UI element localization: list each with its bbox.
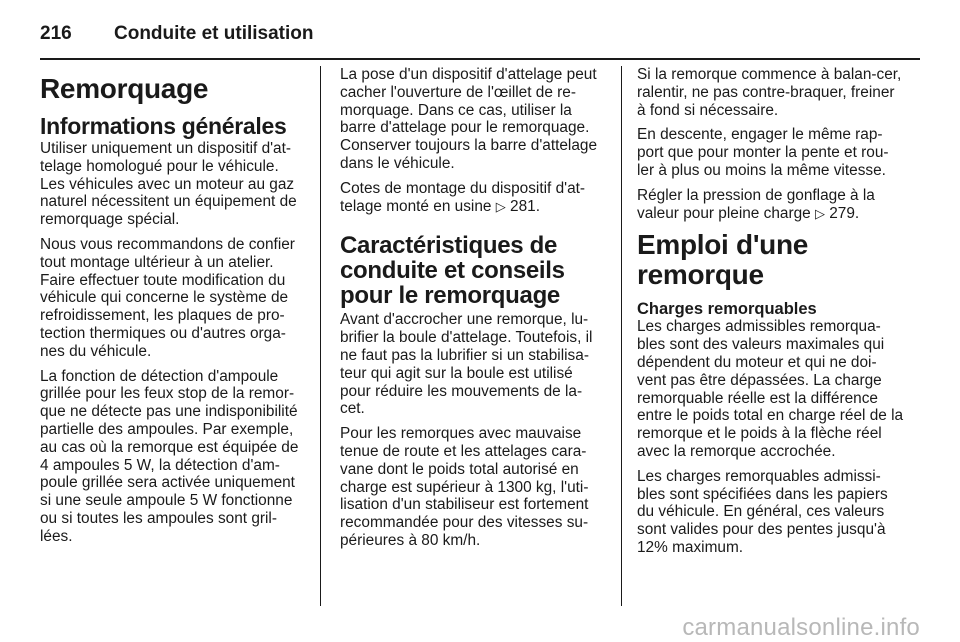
page-ref-arrow-icon: ▷ — [495, 198, 506, 214]
paragraph-with-ref — [340, 180, 606, 216]
paragraph: Si la remorque commence à balan-cer, ralentir, ne pas contre-braquer, freiner à fond si nécessaire. — [637, 66, 902, 119]
paragraph: Pour les remorques avec mauvaise tenue de route et les attelages cara-vane dont le poids total autorisé en charge est supérieur à 1300 kg, l'uti-lisation d'un stabiliseur est fortement recommandée pour des vitesses su-périeures à 80 km/h. — [340, 425, 589, 549]
paragraph: La pose d'un dispositif d'attelage peut cacher l'ouverture de l'œillet de re-morquage. Dans ce cas, utiliser la barre d'attelage pour le remorquage. Conserver toujours la barre d'attelage dans le véhicule. — [340, 66, 598, 172]
page-header — [40, 17, 314, 51]
page-ref-arrow-icon: ▷ — [814, 205, 825, 221]
header-rule — [40, 58, 920, 60]
watermark: carmanualsonline.info — [682, 614, 920, 641]
paragraph: Avant d'accrocher une remorque, lu-brifier la boule d'attelage. Toutefois, il ne faut pas la lubrifier si un stabilisa-teur qui agit sur la boule est utilisé pour réduire les mouvements de la-cet. — [340, 311, 593, 418]
section-title: Emploi d'une remorque — [637, 229, 809, 291]
page-ref-link[interactable]: 279. — [829, 204, 860, 222]
column-2 — [340, 66, 606, 557]
subsection-heading: Charges remorquables — [637, 300, 817, 319]
section-title: Conduite et utilisation — [114, 23, 314, 44]
column-1 — [40, 66, 306, 553]
paragraph-text: Cotes de montage du dispositif d'at-telage monté en usine — [340, 179, 586, 215]
column-divider — [621, 66, 622, 606]
paragraph: Utiliser uniquement un dispositif d'at-telage homologué pour le véhicule. Les véhicules avec un moteur au gaz naturel nécessitent un équipement de remorquage spécial. — [40, 140, 297, 229]
page-title: Remorquage — [40, 73, 209, 104]
column-divider — [320, 66, 321, 606]
section-heading: Informations générales — [40, 113, 287, 139]
section-heading: Caractéristiques de conduite et conseils pour le remorquage — [340, 232, 565, 310]
page-number: 216 — [40, 23, 72, 44]
column-3 — [637, 66, 905, 564]
paragraph-with-ref — [637, 187, 905, 223]
paragraph-text: Régler la pression de gonflage à la valeur pour pleine charge — [637, 186, 875, 222]
paragraph: En descente, engager le même rap-port que pour monter la pente et rou-ler à plus ou moins la même vitesse. — [637, 126, 889, 179]
paragraph: Les charges admissibles remorqua-bles sont des valeurs maximales qui dépendent du moteur et qui ne doi-vent pas être dépassées. La charge remorquable réelle est la différence entre le poids total en charge réel de la remorque et le poids à la flèche réel avec la remorque accrochée. — [637, 318, 904, 460]
paragraph: Les charges remorquables admissi-bles sont spécifiées dans les papiers du véhicule. En général, ces valeurs sont valides pour des pentes jusqu'à 12% maximum. — [637, 467, 888, 556]
page-ref-link[interactable]: 281. — [510, 197, 540, 215]
paragraph: La fonction de détection d'ampoule grillée pour les feux stop de la remor-que ne détecte pas une indisponibilité partielle des ampoules. Par exemple, au cas où la remorque est équipée de 4 ampoules 5 W, la détection d'am-poule grillée sera activée uniquement si une seule ampoule 5 W fonctionne ou si toutes les ampoules sont gril-lées. — [40, 367, 299, 545]
paragraph: Nous vous recommandons de confier tout montage ultérieur à un atelier. Faire effectuer toute modification du véhicule qui concerne le système de refroidissement, les plaques de pro-tection thermiques ou d'autres orga-nes du véhicule. — [40, 235, 295, 360]
